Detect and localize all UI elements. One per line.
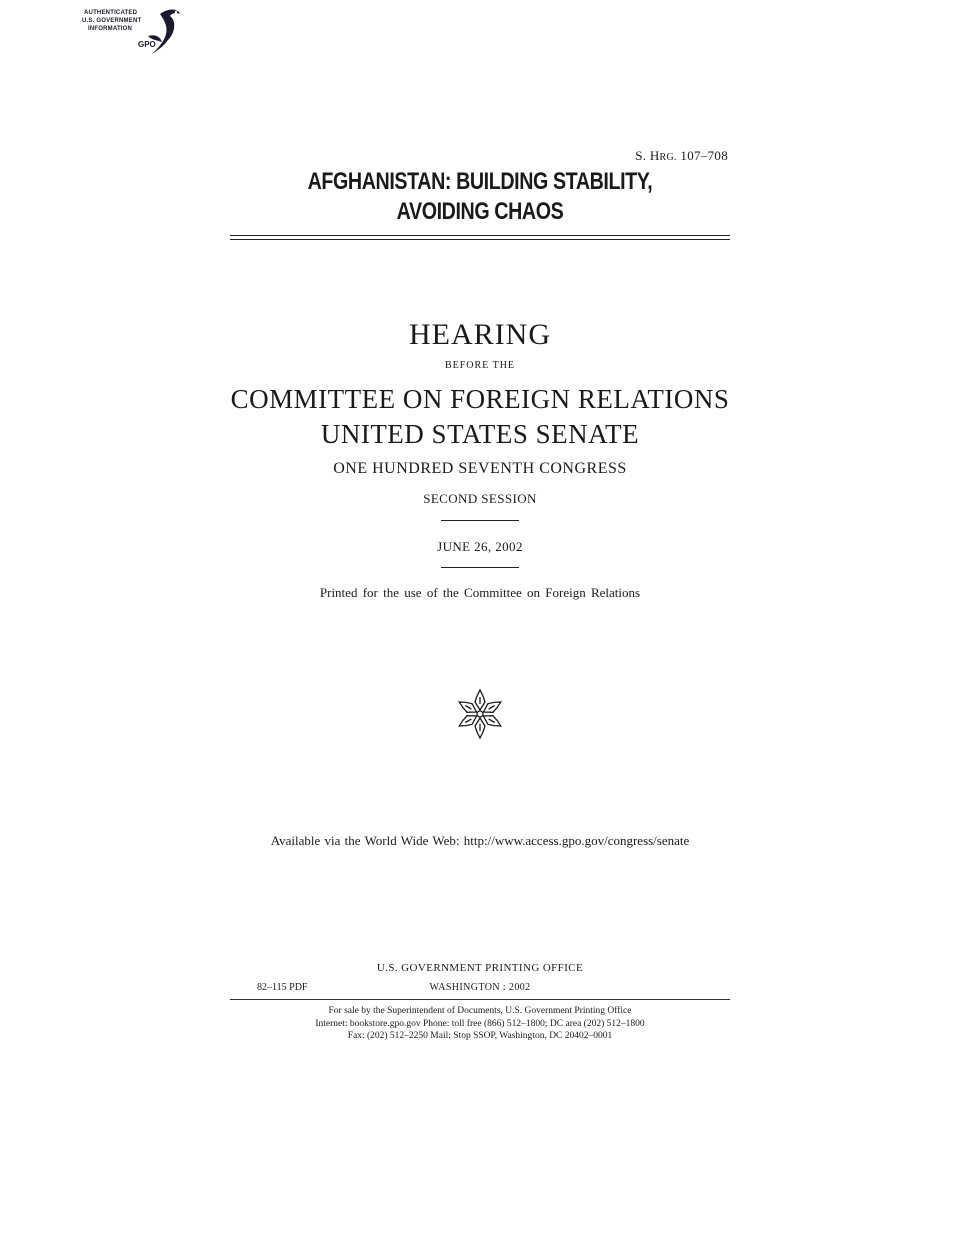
imprint-place-year: WASHINGTON : 2002 (429, 982, 531, 993)
hearing-date: JUNE 26, 2002 (437, 539, 523, 554)
title-rule-bottom (230, 239, 730, 240)
sale-notice-line-2: Internet: bookstore.gpo.gov Phone: toll free (866) 512–1800; DC area (202) 512–1800 (315, 1019, 645, 1029)
printing-office-name: U.S. GOVERNMENT PRINTING OFFICE (376, 962, 584, 974)
logo-line-government: U.S. GOVERNMENT (82, 18, 142, 24)
logo-gpo-mark: GPO (138, 40, 156, 49)
sale-notice-line-1: For sale by the Superintendent of Documents, U.S. Government Printing Office (328, 1006, 632, 1016)
date-rule-bottom (441, 567, 519, 568)
logo-line-information: INFORMATION (88, 26, 133, 32)
eagle-icon (146, 6, 186, 58)
hearing-number (635, 148, 728, 164)
document-title-line-1: AFGHANISTAN: BUILDING STABILITY, (307, 168, 653, 195)
web-availability-note: Available via the World Wide Web: http://www.access.gpo.gov/congress/senate (270, 833, 690, 848)
date-rule-top (441, 520, 519, 521)
logo-line-authenticated: AUTHENTICATED (84, 10, 138, 16)
title-rule-top (230, 235, 730, 236)
pdf-number: 82–115 PDF (257, 982, 308, 993)
snowflake-ornament-icon (454, 688, 506, 740)
hearing-number-prefix: S. H (635, 148, 660, 163)
hearing-heading: HEARING (409, 318, 551, 351)
senate-name: UNITED STATES SENATE (320, 419, 640, 449)
printed-for-note: Printed for the use of the Committee on Foreign Relations (319, 585, 641, 600)
sale-notice-line-3: Fax: (202) 512–2250 Mail: Stop SSOP, Washington, DC 20402–0001 (347, 1031, 613, 1041)
imprint-rule (230, 999, 730, 1000)
hearing-number-value: 107–708 (680, 148, 728, 163)
committee-name: COMMITTEE ON FOREIGN RELATIONS (230, 384, 730, 414)
session-label: SECOND SESSION (423, 491, 537, 506)
document-title-line-2: AVOIDING CHAOS (396, 198, 564, 225)
before-the-label: BEFORE THE (444, 360, 516, 371)
congress-label: ONE HUNDRED SEVENTH CONGRESS (333, 460, 627, 477)
hearing-number-small-caps: RG. (659, 152, 677, 163)
gpo-authenticated-logo (78, 6, 188, 58)
